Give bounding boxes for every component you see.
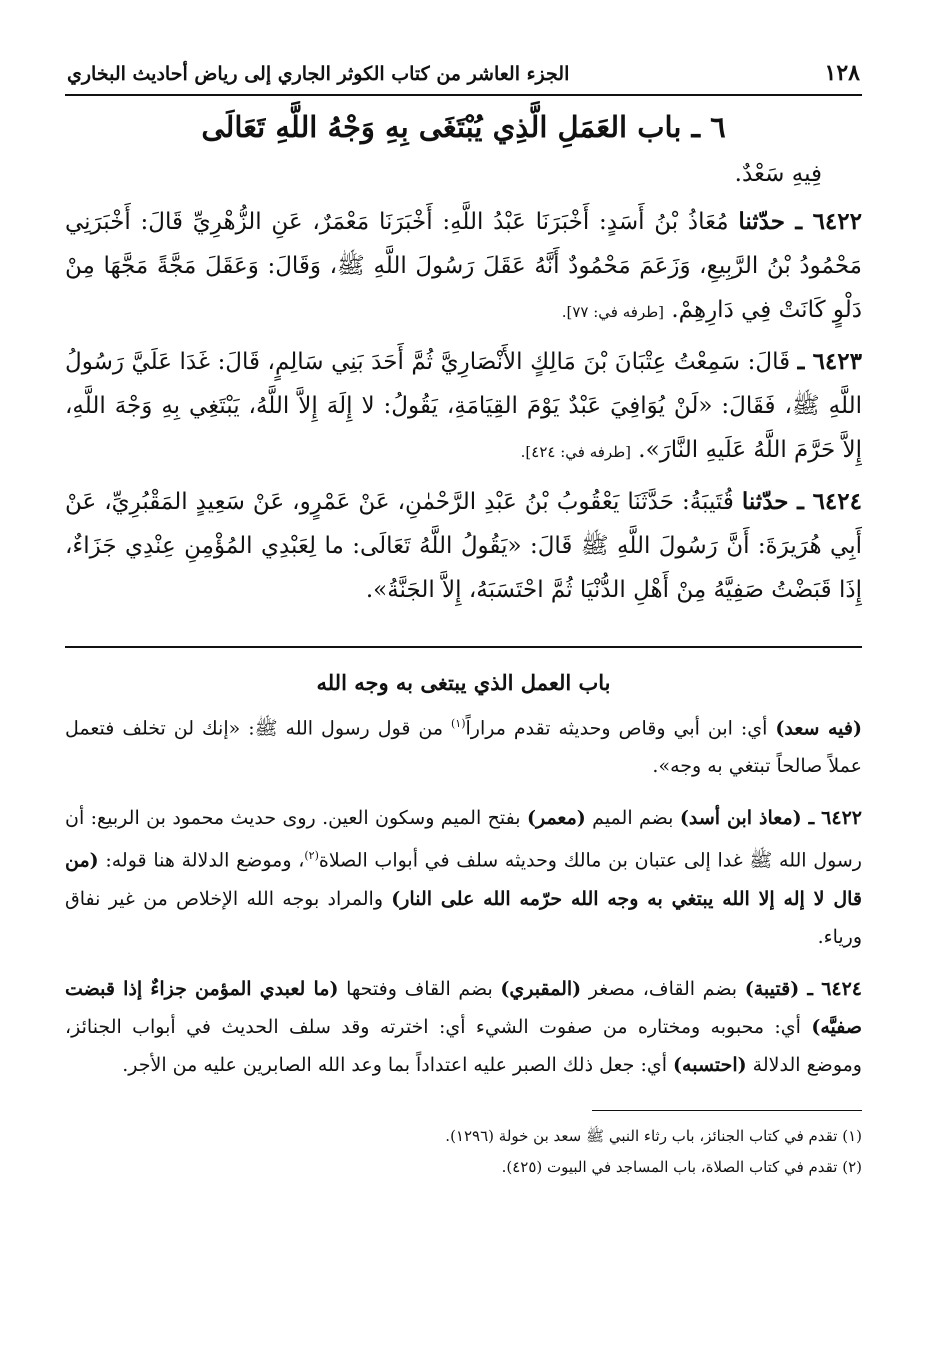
running-title: الجزء العاشر من كتاب الكوثر الجاري إلى رياض أحاديث البخاري xyxy=(67,63,570,85)
commentary-paragraph xyxy=(65,970,862,1084)
bold-term: (من قال لا إله إلا الله يبتغي به وجه الله حرّمه الله على النار) xyxy=(65,849,862,910)
footnotes xyxy=(65,1121,862,1183)
bold-term: (معمر) xyxy=(526,807,586,830)
commentary-text: بفتح الميم وسكون العين. روى حديث محمود بن الربيع: أن رسول الله ﷺ غدا إلى عتبان بن مالك وحديثه سلف في أبواب الصلاة xyxy=(65,807,862,872)
hadith-6424 xyxy=(65,480,862,612)
commentary-text: بضم الميم xyxy=(585,807,680,830)
bold-term: (احتسبه) xyxy=(673,1053,747,1076)
footnote: (١) تقدم في كتاب الجنائز، باب رثاء النبي ﷺ سعد بن خولة (١٢٩٦). xyxy=(445,1126,862,1145)
commentary-title: باب العمل الذي يبتغى به وجه الله xyxy=(316,670,611,695)
hadith-body: قَالَ: سَمِعْتُ عِتْبَانَ بْنَ مَالِكٍ الأَنْصَارِيَّ ثُمَّ أَحَدَ بَنِي سَالِمٍ، قَالَ: غَدَا عَلَيَّ رَسُولُ اللَّهِ ﷺ، فَقَالَ: «لَنْ يُوَافِيَ عَبْدٌ يَوْمَ القِيَامَةِ، يَقُولُ: لا إِلَهَ إِلاَّ اللَّهُ، يَبْتَغِي بِهِ وَجْهَ اللَّهِ، إِلاَّ حَرَّمَ اللَّهُ عَلَيهِ النَّارَ». xyxy=(65,349,862,463)
section-divider xyxy=(65,646,862,648)
commentary-text: بضم القاف وفتحها xyxy=(338,977,501,1000)
hadith-body: مُعَاذُ بْنُ أَسَدٍ: أَخْبَرَنَا عَبْدُ اللَّهِ: أَخْبَرَنَا مَعْمَرٌ، عَنِ الزُّهْرِيِّ قَالَ: أَخْبَرَنِي مَحْمُودُ بْنُ الرَّبِيعِ، وَزَعَمَ مَحْمُودٌ أَنَّهُ عَقَلَ رَسُولَ اللَّهِ ﷺ، وَقَالَ: وَعَقَلَ مَجَّةً مَجَّهَا مِنْ دَلْوٍ كَانَتْ فِي دَارِهِمْ. xyxy=(65,209,862,323)
chapter-intro: فِيهِ سَعْدٌ. xyxy=(734,161,822,187)
commentary-text: أي: ابن أبي وقاص وحديثه تقدم مراراً xyxy=(465,717,776,740)
commentary-text: بضم القاف، مصغر xyxy=(581,977,745,1000)
running-header xyxy=(65,60,862,96)
bold-term: (ما لعبدي المؤمن جزاءٌ إذا قبضت صفيَّه) xyxy=(65,977,862,1038)
commentary-text: ، وموضع الدلالة هنا قوله: xyxy=(98,849,305,872)
bold-term: ٦٤٢٢ ـ (معاذ ابن أسد) xyxy=(679,807,862,830)
footnote-divider xyxy=(592,1110,862,1111)
commentary-section xyxy=(65,670,862,1084)
hadith-text-section xyxy=(65,152,862,612)
hadith-6423 xyxy=(65,340,862,474)
footnote-marker: (٢) xyxy=(304,849,319,863)
book-page xyxy=(65,60,862,1350)
page-number: ١٢٨ xyxy=(824,60,860,86)
commentary-text: أي: جعل ذلك الصبر عليه اعتداداً بما وعد الله الصابرين عليه من الأجر. xyxy=(122,1053,674,1076)
commentary-paragraph xyxy=(65,705,862,785)
hadith-number: ٦٤٢٤ ـ حدّثنا xyxy=(741,488,862,515)
bold-term: (فيه سعد) xyxy=(775,717,862,740)
hadith-6422 xyxy=(65,200,862,334)
cross-reference: [طرفه في: ٤٢٤]. xyxy=(520,443,631,461)
hadith-number: ٦٤٢٣ ـ xyxy=(797,348,862,375)
chapter-title: ٦ ـ باب العَمَلِ الَّذِي يُبْتَغَى بِهِ وَجْهُ اللَّهِ تَعَالَى xyxy=(201,110,726,144)
hadith-number: ٦٤٢٢ ـ حدّثنا xyxy=(738,208,862,235)
hadith-body: قُتَيبَةُ: حَدَّثَنَا يَعْقُوبُ بْنُ عَبْدِ الرَّحْمٰنِ، عَنْ عَمْرٍو، عَنْ سَعِيدٍ المَقْبُرِيِّ، عَنْ أَبِي هُرَيرَةَ: أَنَّ رَسُولَ اللَّهِ ﷺ قَالَ: «يَقُولُ اللَّهُ تَعَالَى: ما لِعَبْدِي المُؤْمِنِ عِنْدِي جَزَاءٌ، إِذَا قَبَضْتُ صَفِيَّهُ مِنْ أَهْلِ الدُّنْيَا ثُمَّ احْتَسَبَهُ، إِلاَّ الجَنَّةُ». xyxy=(65,489,862,603)
commentary-text: أي: محبوبه ومختاره من صفوت الشيء أي: اخترته وقد سلف الحديث في أبواب الجنائز، وموضع الدلالة xyxy=(65,1015,862,1076)
footnote: (٢) تقدم في كتاب الصلاة، باب المساجد في البيوت (٤٢٥). xyxy=(501,1157,862,1176)
bold-term: ٦٤٢٤ ـ (قتيبة) xyxy=(744,977,863,1000)
footnote-marker: (١) xyxy=(450,717,466,730)
commentary-text: والمراد بوجه الله الإخلاص من غير نفاق ورياء. xyxy=(65,887,862,948)
commentary-text: من قول رسول الله ﷺ: «إنك لن تخلف فتعمل عملاً صالحاً تبتغي به وجه». xyxy=(65,717,862,778)
cross-reference: [طرفه في: ٧٧]. xyxy=(561,303,665,321)
bold-term: (المقبري) xyxy=(500,977,582,1000)
commentary-paragraph xyxy=(65,799,862,955)
